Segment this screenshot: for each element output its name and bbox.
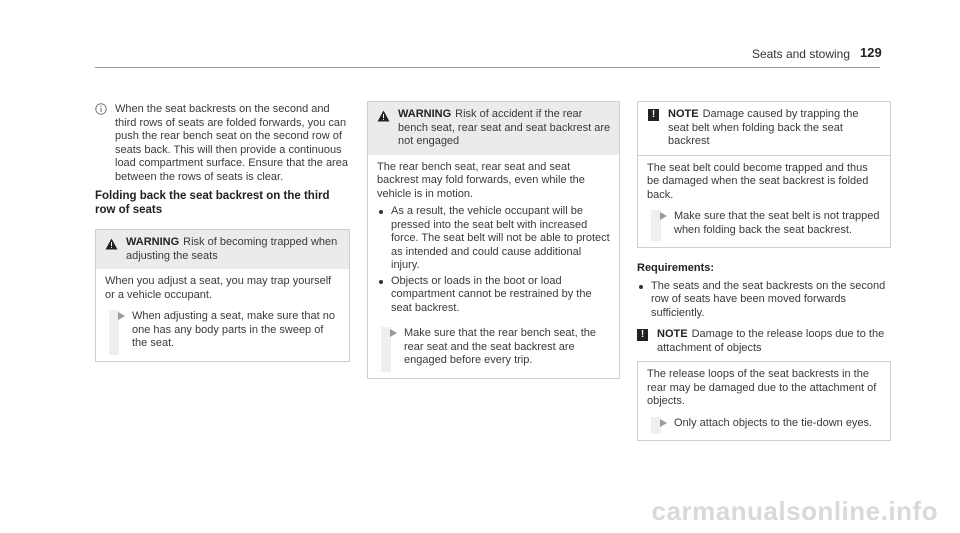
warning-body-text: The rear bench seat, rear seat and seat backrest may fold forwards, even while the vehicle is in motion. [377,160,585,200]
action-arrow-icon [660,212,667,220]
warning-header [96,230,349,269]
info-note-text: When the seat backrests on the second and third rows of seats are folded forwards, you can push the rear bench seat on the second row of seats back. This will then provide a continuous load compartment surface. Ensure that the area between the rows of seats is clear. [115,103,348,183]
warning-box [95,229,350,362]
warning-icon [105,238,118,250]
action-arrow-icon [390,329,397,337]
watermark: carmanualsonline.info [651,496,938,526]
requirements-title: Requirements: [637,262,715,274]
header-divider [95,67,880,68]
requirements-list [637,280,891,321]
action-text: When adjusting a seat, make sure that no one has any body parts in the sweep of the seat. [132,310,336,349]
warning-header [368,102,619,155]
note-icon: ! [637,329,648,341]
column-1 [95,103,350,362]
warning-keyword: WARNING [398,108,452,120]
note-header [638,102,890,155]
note-box [637,101,891,248]
list-item: As a result, the vehicle occupant will be pressed into the seat belt with increased force. The seat belt will not be able to protect as intended and could cause additional injury. [377,205,610,273]
action-text: Make sure that the rear bench seat, the rear seat and the seat backrest are engaged before every trip. [404,327,597,366]
column-3 [637,101,891,441]
list-item: The seats and the seat backrests on the second row of seats have been moved forwards sufficiently. [637,280,891,321]
action-arrow-icon [660,419,667,427]
section-subheading: Folding back the seat backrest on the third row of seats [95,190,330,216]
note-body [638,155,890,248]
page-number: 129 [860,45,882,60]
warning-box [367,101,620,379]
note-icon: ! [648,109,659,121]
warning-keyword: WARNING [126,236,180,248]
warning-bullet-list [377,205,610,315]
warning-title: Risk of accident if the rear bench seat, rear seat and seat backrest are not engaged [398,108,611,147]
warning-icon [377,110,390,122]
action-step [377,327,610,368]
warning-body-text: When you adjust a seat, you may trap yourself or a vehicle occupant. [105,275,332,301]
note-keyword: NOTE [668,108,699,120]
note-keyword: NOTE [657,328,688,340]
warning-title: Risk of becoming trapped when adjusting the seats [126,236,338,262]
action-text: Only attach objects to the tie-down eyes. [674,416,873,429]
note-inline [637,328,891,355]
note-body-text: The release loops of the seat backrests in the rear may be damaged due to the attachment of objects. [647,368,877,407]
note-title: Damage caused by trapping the seat belt when folding back the seat backrest [668,108,859,147]
warning-body [368,155,619,378]
action-text: Make sure that the seat belt is not trapped when folding back the seat backrest. [674,210,880,236]
action-step [647,210,881,237]
note-title: Damage to the release loops due to the attachment of objects [657,328,885,354]
list-item: Objects or loads in the boot or load compartment cannot be restrained by the seat backrest. [377,275,610,316]
note-body [637,361,891,441]
action-arrow-icon [118,312,125,320]
header-section-title: Seats and stowing [751,47,850,61]
column-2 [367,101,620,379]
info-icon [95,103,107,115]
info-note [95,103,350,184]
action-step [647,417,881,431]
note-body-text: The seat belt could become trapped and thus be damaged when the seat backrest is folded back. [647,161,869,201]
action-step [105,310,340,351]
warning-body [96,269,349,361]
